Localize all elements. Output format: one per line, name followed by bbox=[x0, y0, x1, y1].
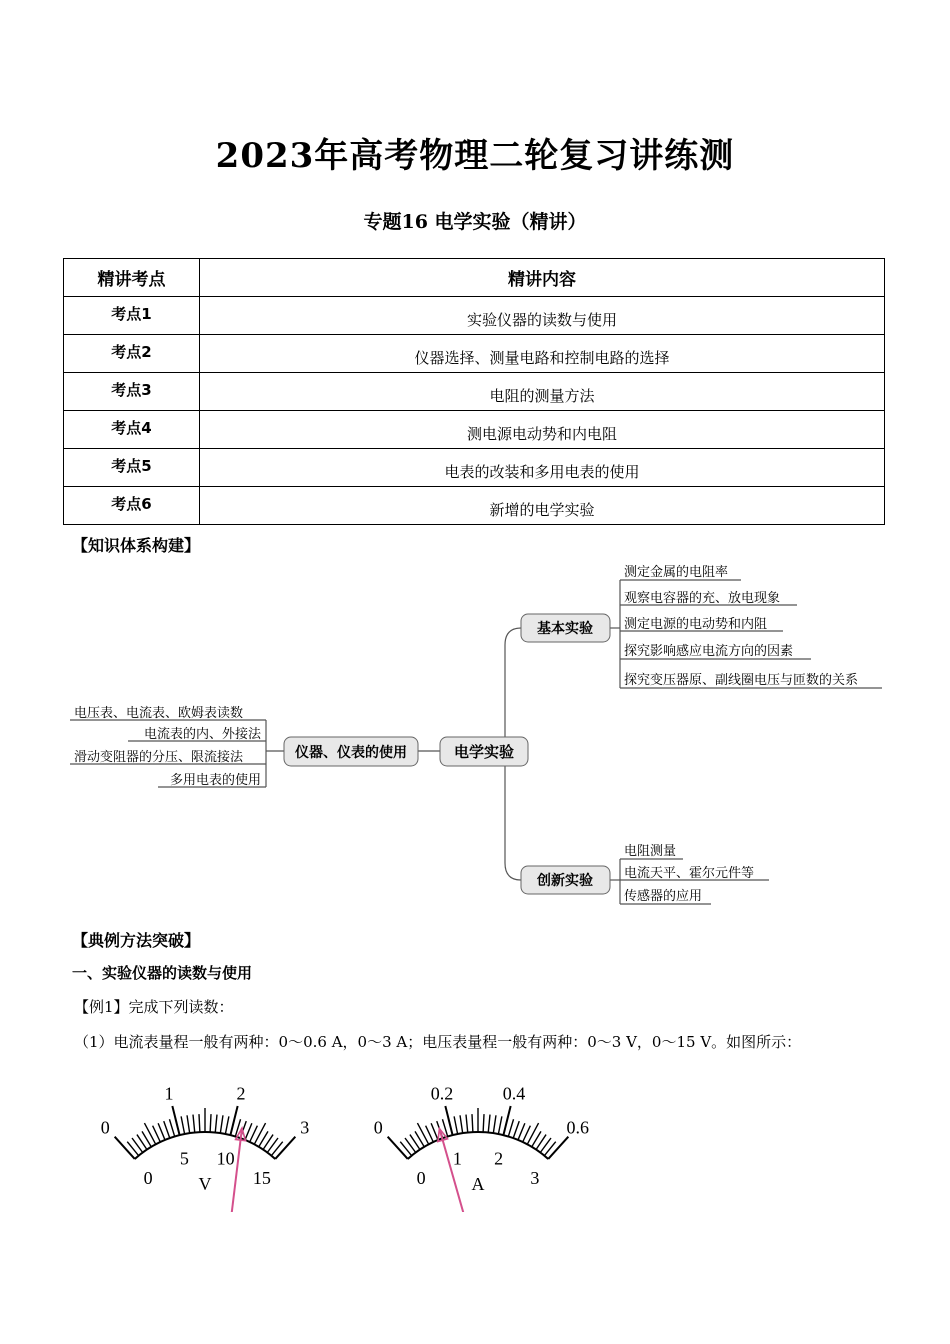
meter-tick bbox=[498, 1116, 501, 1134]
meter-tick bbox=[508, 1119, 513, 1136]
table-header-content: 精讲内容 bbox=[200, 259, 885, 297]
meter-tick bbox=[187, 1115, 190, 1133]
meter-outer-label: 0 bbox=[100, 1117, 110, 1138]
table-row bbox=[64, 335, 885, 373]
mindmap-left-item: 电压表、电流表、欧姆表读数 bbox=[74, 706, 244, 721]
meter-tick bbox=[527, 1123, 538, 1144]
table-row bbox=[64, 411, 885, 449]
meter-outer-label: 0.6 bbox=[566, 1117, 589, 1138]
meter-tick bbox=[513, 1121, 519, 1138]
meter-arc bbox=[408, 1132, 549, 1159]
meter-tick bbox=[466, 1115, 468, 1133]
mindmap bbox=[0, 555, 950, 910]
meter-tick bbox=[472, 1114, 473, 1132]
meter-outer-label: 1 bbox=[164, 1083, 174, 1104]
meter-tick bbox=[254, 1123, 265, 1144]
meter-tick bbox=[483, 1114, 484, 1132]
table-row bbox=[64, 373, 885, 411]
section-heading: 一、实验仪器的读数与使用 bbox=[72, 964, 253, 982]
meter-tick bbox=[169, 1119, 174, 1136]
meter-needle bbox=[439, 1129, 467, 1212]
mindmap-left-item: 滑动变阻器的分压、限流接法 bbox=[74, 750, 244, 765]
table-cell-point: 考点3 bbox=[64, 373, 200, 411]
table-row bbox=[64, 297, 885, 335]
mindmap-basic-label: 基本实验 bbox=[537, 621, 593, 637]
meter-inner-label: 0 bbox=[416, 1167, 426, 1188]
meter-tick bbox=[245, 1123, 252, 1140]
table-cell-point: 考点2 bbox=[64, 335, 200, 373]
meter-outer-label: 0 bbox=[373, 1117, 383, 1138]
meter-tick bbox=[164, 1121, 170, 1138]
meter-tick bbox=[493, 1115, 496, 1133]
meter-inner-label: 0 bbox=[143, 1167, 153, 1188]
meter-inner-label: 2 bbox=[494, 1148, 504, 1169]
voltmeter bbox=[101, 1083, 309, 1212]
mindmap-left-item: 电流表的内、外接法 bbox=[143, 727, 261, 742]
meter-tick bbox=[488, 1115, 490, 1133]
meter-unit: A bbox=[471, 1174, 485, 1194]
meter-arc bbox=[135, 1132, 276, 1159]
meter-inner-label: 1 bbox=[452, 1148, 462, 1169]
table-cell-content: 电阻的测量方法 bbox=[200, 373, 885, 411]
meter-unit: V bbox=[198, 1174, 212, 1194]
meter-tick bbox=[158, 1123, 165, 1140]
mindmap-innov-item: 传感器的应用 bbox=[624, 889, 703, 904]
table-cell-point: 考点1 bbox=[64, 297, 200, 335]
table-cell-point: 考点4 bbox=[64, 411, 200, 449]
meter-outer-label: 2 bbox=[236, 1083, 246, 1104]
meter-tick bbox=[518, 1123, 525, 1140]
meter-tick bbox=[199, 1114, 200, 1132]
meter-tick bbox=[210, 1114, 211, 1132]
page-title: 2023年高考物理二轮复习讲练测 bbox=[215, 136, 735, 176]
mindmap-innov-item: 电阻测量 bbox=[624, 844, 677, 859]
meter-tick bbox=[144, 1123, 155, 1144]
mindmap-basic-item: 探究变压器原、副线圈电压与匝数的关系 bbox=[624, 673, 859, 688]
mindmap-innov-item: 电流天平、霍尔元件等 bbox=[624, 866, 755, 881]
table-cell-content: 电表的改装和多用电表的使用 bbox=[200, 449, 885, 487]
page-subtitle: 专题16 电学实验（精讲） bbox=[363, 211, 587, 233]
meter-tick bbox=[215, 1115, 217, 1133]
meters-figure bbox=[60, 1062, 620, 1212]
table-cell-content: 仪器选择、测量电路和控制电路的选择 bbox=[200, 335, 885, 373]
table-cell-content: 测电源电动势和内电阻 bbox=[200, 411, 885, 449]
mindmap-center-label: 电学实验 bbox=[453, 743, 515, 761]
mindmap-basic-item: 探究影响感应电流方向的因素 bbox=[624, 644, 794, 659]
mindmap-basic-item: 测定金属的电阻率 bbox=[624, 565, 729, 580]
meter-tick bbox=[454, 1116, 457, 1134]
mindmap-basic-item: 观察电容器的充、放电现象 bbox=[624, 591, 781, 606]
meter-inner-label: 15 bbox=[252, 1167, 271, 1188]
mindmap-innov-label: 创新实验 bbox=[537, 873, 593, 889]
table-row bbox=[64, 487, 885, 525]
example-label: 【例1】完成下列读数： bbox=[74, 998, 234, 1016]
meter-inner-label: 3 bbox=[530, 1167, 540, 1188]
ammeter bbox=[374, 1083, 589, 1212]
meter-inner-label: 5 bbox=[179, 1148, 189, 1169]
table-header-row bbox=[64, 259, 885, 297]
mindmap-basic-item: 测定电源的电动势和内阻 bbox=[624, 617, 768, 632]
table-cell-point: 考点6 bbox=[64, 487, 200, 525]
meter-inner-label: 10 bbox=[216, 1148, 235, 1169]
table-row bbox=[64, 449, 885, 487]
meter-tick bbox=[181, 1116, 184, 1134]
table-cell-content: 实验仪器的读数与使用 bbox=[200, 297, 885, 335]
table-cell-point: 考点5 bbox=[64, 449, 200, 487]
table-cell-content: 新增的电学实验 bbox=[200, 487, 885, 525]
meter-outer-label: 0.2 bbox=[430, 1083, 454, 1104]
meter-tick bbox=[417, 1123, 428, 1144]
mindmap-left-item: 多用电表的使用 bbox=[169, 773, 261, 788]
knowledge-heading: 【知识体系构建】 bbox=[72, 536, 201, 555]
topics-table bbox=[63, 258, 885, 525]
meter-outer-label: 0.4 bbox=[502, 1083, 526, 1104]
meter-tick bbox=[460, 1115, 463, 1133]
meter-tick bbox=[431, 1123, 438, 1140]
meter-tick bbox=[220, 1115, 223, 1133]
example-text: （1）电流表量程一般有两种：0～0.6 A，0～3 A；电压表量程一般有两种：0～3 V，0～15 V。如图所示： bbox=[74, 1033, 802, 1051]
table-header-point: 精讲考点 bbox=[64, 259, 200, 297]
meter-tick bbox=[225, 1116, 228, 1134]
meter-tick bbox=[193, 1115, 195, 1133]
mindmap-left-label: 仪器、仪表的使用 bbox=[295, 745, 407, 761]
meter-outer-label: 3 bbox=[300, 1117, 310, 1138]
methods-heading: 【典例方法突破】 bbox=[72, 931, 201, 950]
